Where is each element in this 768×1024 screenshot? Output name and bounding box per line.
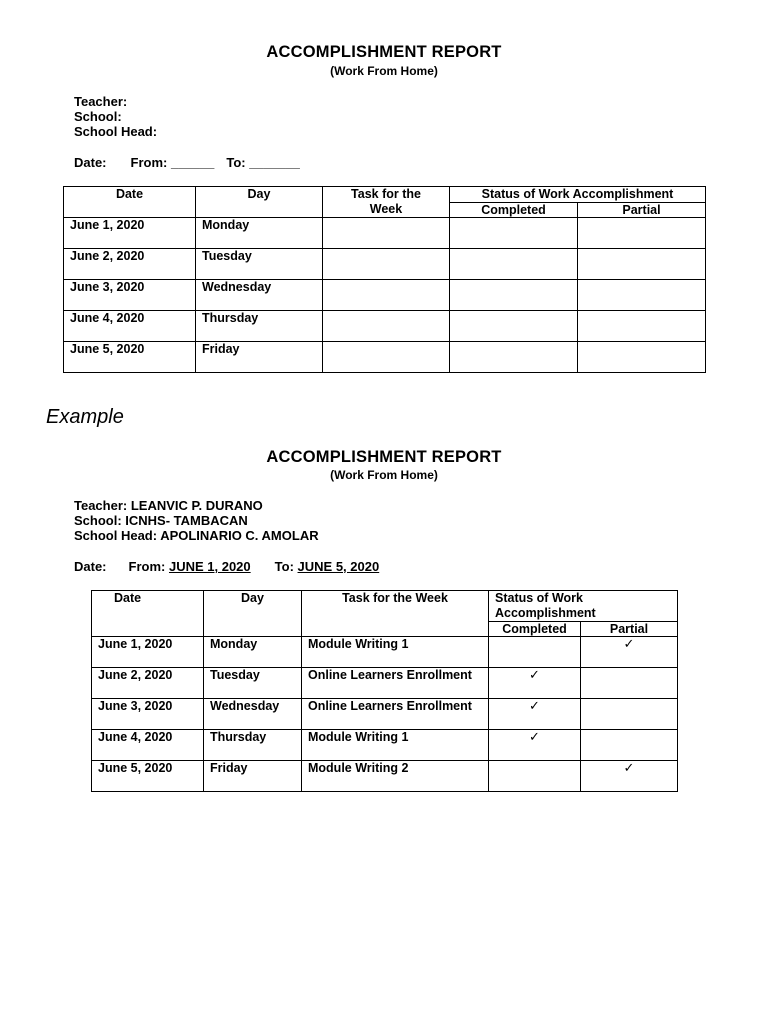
row-task: Module Writing 1 [302, 730, 489, 761]
to-label: To: [226, 155, 246, 170]
row-day: Friday [204, 761, 302, 792]
row-date: June 2, 2020 [64, 249, 196, 280]
row-task: Module Writing 1 [302, 637, 489, 668]
row-partial [578, 218, 706, 249]
row-task [323, 280, 450, 311]
date-range-line [74, 155, 300, 170]
header-date: Date [64, 187, 196, 218]
row-day: Wednesday [196, 280, 323, 311]
row-completed [450, 311, 578, 342]
date-label: Date: [74, 559, 107, 574]
header-completed: Completed [489, 622, 581, 637]
row-date: June 2, 2020 [92, 668, 204, 699]
header-completed: Completed [450, 203, 578, 218]
report-subtitle: (Work From Home) [330, 64, 438, 78]
date-label: Date: [74, 155, 107, 170]
check-icon: ✓ [529, 698, 540, 713]
to-label: To: [274, 559, 294, 574]
table-row [92, 668, 678, 699]
row-task: Online Learners Enrollment [302, 668, 489, 699]
table-row [64, 249, 706, 280]
row-completed [489, 730, 581, 761]
row-day: Tuesday [204, 668, 302, 699]
row-partial [581, 730, 678, 761]
row-task [323, 311, 450, 342]
row-task [323, 342, 450, 373]
school-head-label: School Head: [74, 124, 158, 139]
from-label: From: [128, 559, 166, 574]
row-date: June 3, 2020 [92, 699, 204, 730]
header-day: Day [196, 187, 323, 218]
table-row [64, 280, 706, 311]
row-partial [581, 699, 678, 730]
table-row [64, 311, 706, 342]
example-report-table [91, 590, 678, 792]
header-day: Day [204, 591, 302, 637]
check-icon: ✓ [529, 729, 540, 744]
from-label: From: [130, 155, 168, 170]
row-completed [450, 249, 578, 280]
school-label: School: [74, 109, 122, 124]
row-completed [489, 699, 581, 730]
row-date: June 4, 2020 [64, 311, 196, 342]
example-heading: Example [46, 406, 124, 428]
table-row [92, 637, 678, 668]
row-date: June 3, 2020 [64, 280, 196, 311]
table-row [64, 218, 706, 249]
check-icon: ✓ [529, 667, 540, 682]
row-task: Module Writing 2 [302, 761, 489, 792]
row-task [323, 249, 450, 280]
to-blank: _______ [249, 155, 300, 170]
example-school: School: ICNHS- TAMBACAN [74, 513, 248, 528]
example-school-head: School Head: APOLINARIO C. AMOLAR [74, 528, 319, 543]
check-icon: ✓ [623, 760, 635, 775]
header-task: Task for the Week [302, 591, 489, 637]
example-report-subtitle: (Work From Home) [330, 468, 438, 482]
row-day: Thursday [196, 311, 323, 342]
row-day: Friday [196, 342, 323, 373]
teacher-label: Teacher: [74, 94, 128, 109]
row-day: Monday [196, 218, 323, 249]
example-report-title: ACCOMPLISHMENT REPORT [266, 448, 502, 466]
example-teacher: Teacher: LEANVIC P. DURANO [74, 498, 263, 513]
header-partial: Partial [578, 203, 706, 218]
row-completed [489, 761, 581, 792]
row-completed [450, 218, 578, 249]
header-status: Status of Work Accomplishment [450, 187, 706, 203]
row-completed [489, 637, 581, 668]
header-partial: Partial [581, 622, 678, 637]
header-task: Task for the Week [323, 187, 450, 218]
row-day: Wednesday [204, 699, 302, 730]
row-partial [581, 761, 678, 792]
row-day: Monday [204, 637, 302, 668]
row-day: Thursday [204, 730, 302, 761]
example-date-range-line [74, 559, 379, 574]
table-row [92, 699, 678, 730]
row-completed [450, 280, 578, 311]
from-blank: ______ [170, 155, 215, 170]
row-completed [450, 342, 578, 373]
blank-report-table [63, 186, 706, 373]
row-completed [489, 668, 581, 699]
header-status: Status of Work Accomplishment [489, 591, 678, 622]
row-day: Tuesday [196, 249, 323, 280]
row-date: June 4, 2020 [92, 730, 204, 761]
row-partial [581, 668, 678, 699]
row-partial [578, 311, 706, 342]
row-partial [578, 342, 706, 373]
row-date: June 1, 2020 [64, 218, 196, 249]
row-date: June 5, 2020 [64, 342, 196, 373]
report-title: ACCOMPLISHMENT REPORT [266, 43, 502, 61]
table-row [92, 761, 678, 792]
row-partial [581, 637, 678, 668]
row-partial [578, 280, 706, 311]
row-date: June 5, 2020 [92, 761, 204, 792]
table-row [92, 730, 678, 761]
row-date: June 1, 2020 [92, 637, 204, 668]
row-partial [578, 249, 706, 280]
header-date: Date [92, 591, 204, 637]
table-row [64, 342, 706, 373]
row-task [323, 218, 450, 249]
check-icon: ✓ [623, 636, 635, 651]
row-task: Online Learners Enrollment [302, 699, 489, 730]
to-date: JUNE 5, 2020 [297, 559, 380, 574]
from-date: JUNE 1, 2020 [168, 559, 251, 574]
